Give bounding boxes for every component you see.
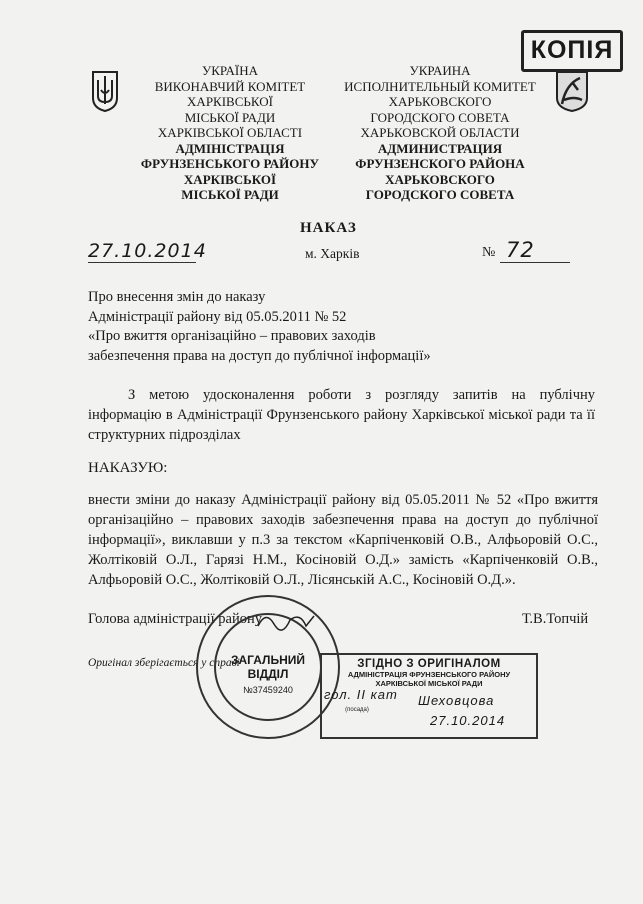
subject-line: «Про вжиття організаційно – правових заходів [88,328,376,344]
stamp-title: ЗГІДНО З ОРИГІНАЛОМ [357,658,501,670]
preamble-first-line: З метою удосконалення роботи з розгляду запитів на публічну [128,387,595,403]
header-ua-line: ВИКОНАВЧИЙ КОМІТЕТ [154,78,306,94]
header-ru-bold-line: ФРУНЗЕНСКОГО РАЙОНА [355,156,525,171]
date-underline [88,262,196,263]
order-subject [88,288,431,366]
subject-line: Адміністрації району від 05.05.2011 № 52 [88,308,347,325]
header-russian [335,63,545,203]
order-text: внести зміни до наказу Адміністрації району від 05.05.2011 № 52 «Про вжиття організаційно – правових заходів забезпечення права на доступ до публічної інформації», виклавши у п.3 за текстом «Карпіченковій О.В., Алфьоровій О.С., Жолтіковій О.Л., Гарязі Н.М., Косіновій О.Д.» замість «Карпіченковій О.В., Алфьоровій О.С., Жолтіковій О.Л., Лісянській А.С., Косіновій О.Д.». [88,492,598,588]
trident-coat-of-arms-icon [90,70,120,112]
header-ru-bold-line: ГОРОДСКОГО СОВЕТА [365,187,515,202]
header-ua-line: ХАРКІВСЬКОЇ [187,94,273,109]
stamp-handwritten-signature: Шеховцова [418,693,495,708]
city: м. Харків [305,246,360,261]
order-number: 72 [506,238,535,262]
stamp-handwritten-position: гол. ІІ кат [324,687,398,702]
header-ua-bold-line: МІСЬКОЇ РАДИ [181,187,279,202]
header-ru-line: ХАРЬКОВСКОГО [388,94,492,109]
header-ua-line: МІСЬКОЇ РАДИ [184,109,276,125]
header-ru-bold-line: АДМИНИСТРАЦИЯ [377,140,503,156]
original-note: Оригінал зберігається у справі [88,657,240,669]
order-date: 27.10.2014 [88,240,207,262]
header-ru-line: ГОРОДСКОГО СОВЕТА [370,109,510,125]
copy-stamp: КОПІЯ [521,30,623,72]
stamp-label-posada: (посада) [345,707,369,713]
header-ua-bold-line: ФРУНЗЕНСЬКОГО РАЙОНУ [140,156,320,171]
kharkiv-coat-of-arms-icon [554,70,590,112]
header-ru-bold-line: ХАРЬКОВСКОГО [385,171,495,187]
signature-role: Голова адміністрації району [88,611,262,627]
subject-line: Про внесення змін до наказу [88,289,266,305]
seal-center-line: ВІДДІЛ [247,667,289,681]
stamp-line: АДМІНІСТРАЦІЯ ФРУНЗЕНСЬКОГО РАЙОНУ [347,670,511,679]
document-title: НАКАЗ [300,220,357,236]
stamp-line: ХАРКІВСЬКОЇ МІСЬКОЇ РАДИ [375,679,483,688]
signature-name: Т.В.Топчій [522,611,589,627]
number-label: № [482,245,496,260]
subject-line: забезпечення права на доступ до публічної інформації» [88,347,431,364]
order-word: НАКАЗУЮ: [88,460,168,476]
stamp-handwritten-date: 27.10.2014 [430,713,506,728]
header-ukrainian [130,63,330,203]
header-ru-line: ИСПОЛНИТЕЛЬНЫЙ КОМИТЕТ [344,78,536,94]
seal-center-line: ЗАГАЛЬНИЙ [230,653,305,667]
number-underline [500,262,570,263]
header-ua-line: ХАРКІВСЬКОЇ ОБЛАСТІ [157,125,303,140]
header-ua-bold-line: АДМІНІСТРАЦІЯ [175,140,285,156]
preamble-text: інформацію в Адміністрації Фрунзенського району Харківської міської ради та її структурних підрозділах [88,407,595,443]
certified-copy-stamp [320,653,538,739]
header-ua-line: УКРАЇНА [202,63,258,78]
seal-center-line: №37459240 [243,685,293,695]
signature-scribble-icon [256,608,316,634]
header-ru-line: УКРАИНА [409,63,471,78]
header-ru-line: ХАРЬКОВСКОЙ ОБЛАСТИ [360,125,520,140]
header-ua-bold-line: ХАРКІВСЬКОЇ [183,171,277,187]
